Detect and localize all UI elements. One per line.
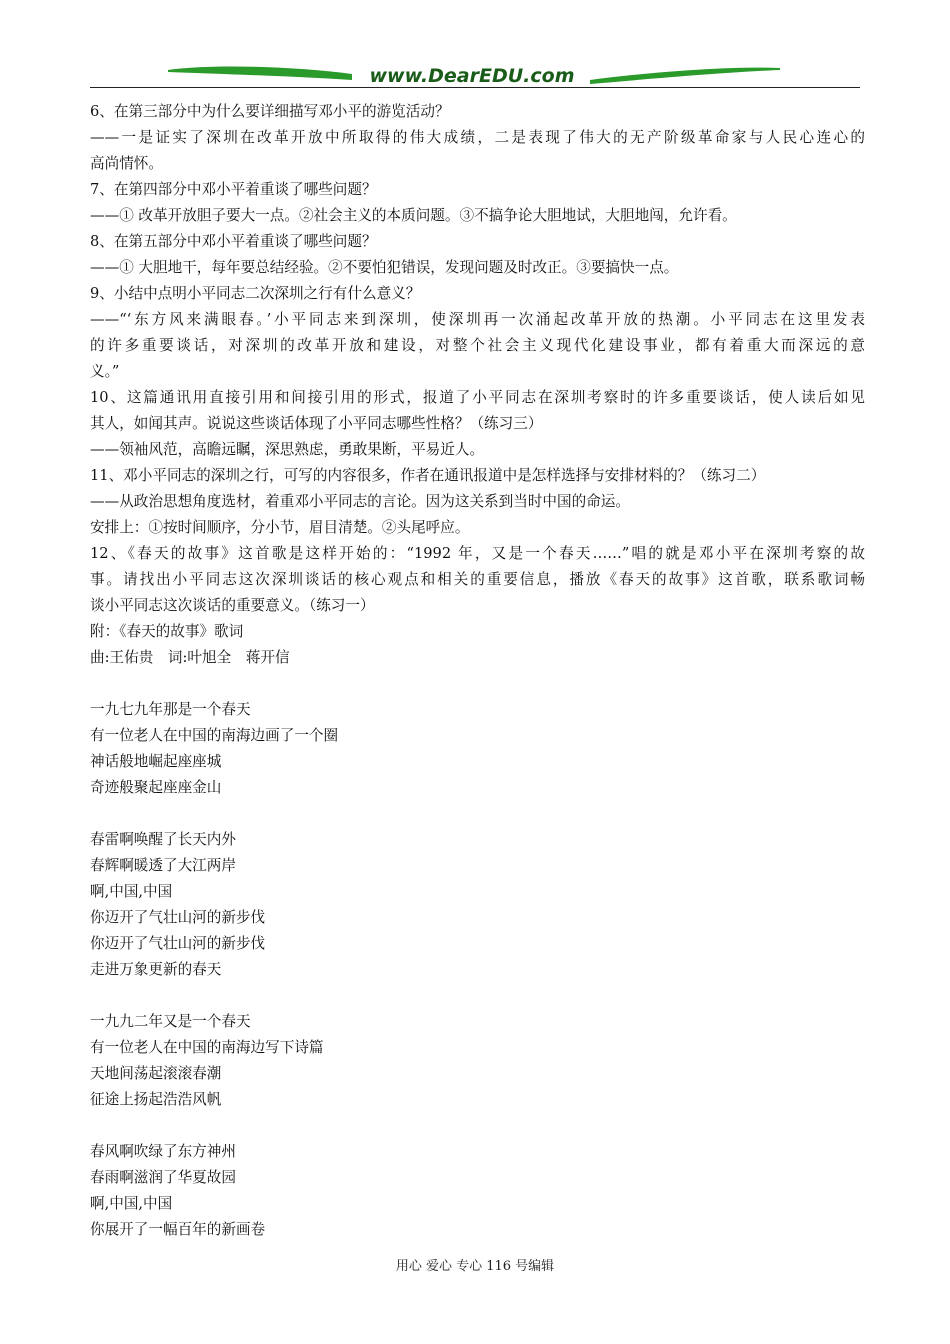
text-line: 你迈开了气壮山河的新步伐 <box>90 935 266 952</box>
text-line: 春辉啊暖透了大江两岸 <box>90 857 236 874</box>
text-line: ——“‘东方风来满眼春。’小平同志来到深圳，使深圳再一次涌起改革开放的热潮。小平同志在这里发表 <box>90 311 865 328</box>
page-footer: 用心 爱心 专心 116 号编辑 <box>395 1259 555 1274</box>
text-line: 天地间荡起滚滚春潮 <box>90 1065 222 1082</box>
blank-line <box>90 801 865 827</box>
text-line: 10、这篇通讯用直接引用和间接引用的形式，报道了小平同志在深圳考察时的许多重要谈话，使人读后如见 <box>90 389 865 406</box>
text-line: ——领袖风范，高瞻远瞩，深思熟虑，勇敢果断，平易近人。 <box>90 441 485 458</box>
text-line: ——① 改革开放胆子要大一点。②社会主义的本质问题。③不搞争论大胆地试，大胆地闯，允许看。 <box>90 207 737 224</box>
header-logo <box>90 60 860 90</box>
blank-line <box>90 1113 865 1139</box>
document-body <box>90 99 865 1243</box>
text-line: 6、在第三部分中为什么要详细描写邓小平的游览活动？ <box>90 103 450 120</box>
text-line: 7、在第四部分中邓小平着重谈了哪些问题？ <box>90 181 377 198</box>
blank-line <box>90 671 865 697</box>
text-line: 义。” <box>90 363 120 380</box>
text-line: 事。请找出小平同志这次深圳谈话的核心观点和相关的重要信息，播放《春天的故事》这首歌，联系歌词畅 <box>90 571 865 588</box>
left-swoosh <box>168 67 352 80</box>
text-line: 8、在第五部分中邓小平着重谈了哪些问题？ <box>90 233 377 250</box>
text-line: 奇迹般聚起座座金山 <box>90 779 222 796</box>
text-line: 啊,中国,中国 <box>90 1195 173 1212</box>
text-line: 你迈开了气壮山河的新步伐 <box>90 909 266 926</box>
text-line: 春风啊吹绿了东方神州 <box>90 1143 236 1160</box>
text-line: 征途上扬起浩浩风帆 <box>90 1091 222 1108</box>
text-line: ——① 大胆地干，每年要总结经验。②不要怕犯错误，发现问题及时改正。③要搞快一点。 <box>90 259 679 276</box>
page-header <box>90 60 860 90</box>
text-line: 其人，如闻其声。说说这些谈话体现了小平同志哪些性格？（练习三） <box>90 415 543 432</box>
text-line: 春雷啊唤醒了长天内外 <box>90 831 236 848</box>
text-line: 有一位老人在中国的南海边写下诗篇 <box>90 1039 324 1056</box>
text-line: 一九九二年又是一个春天 <box>90 1013 251 1030</box>
text-line: 啊,中国,中国 <box>90 883 173 900</box>
text-line: 9、小结中点明小平同志二次深圳之行有什么意义？ <box>90 285 421 302</box>
text-line: 安排上：①按时间顺序，分小节，眉目清楚。②头尾呼应。 <box>90 519 470 536</box>
header-rule <box>90 87 860 88</box>
text-line: ——一是证实了深圳在改革开放中所取得的伟大成绩，二是表现了伟大的无产阶级革命家与人民心连心的 <box>90 129 865 146</box>
text-line: 春雨啊滋润了华夏故园 <box>90 1169 236 1186</box>
logo-text: www.DearEDU.com <box>369 65 575 87</box>
text-line: 的许多重要谈话，对深圳的改革开放和建设，对整个社会主义现代化建设事业，都有着重大而深远的意 <box>90 337 865 354</box>
text-line: 12、《春天的故事》这首歌是这样开始的：“1992 年，又是一个春天……”唱的就是邓小平在深圳考察的故 <box>90 545 865 562</box>
text-line: 附：《春天的故事》歌词 <box>90 623 244 640</box>
text-line: 曲:王佑贵 词:叶旭全 蒋开信 <box>90 649 290 666</box>
text-line: 走进万象更新的春天 <box>90 961 222 978</box>
right-swoosh <box>590 68 780 84</box>
text-line: 一九七九年那是一个春天 <box>90 701 251 718</box>
text-line: 有一位老人在中国的南海边画了一个圈 <box>90 727 339 744</box>
text-line: 11、邓小平同志的深圳之行，可写的内容很多，作者在通讯报道中是怎样选择与安排材料的？（练习二） <box>90 467 766 484</box>
text-line: 你展开了一幅百年的新画卷 <box>90 1221 266 1238</box>
text-line: 神话般地崛起座座城 <box>90 753 222 770</box>
text-line: 谈小平同志这次谈话的重要意义。（练习一） <box>90 597 375 614</box>
text-line: 高尚情怀。 <box>90 155 163 172</box>
blank-line <box>90 983 865 1009</box>
text-line: ——从政治思想角度选材，着重邓小平同志的言论。因为这关系到当时中国的命运。 <box>90 493 630 510</box>
